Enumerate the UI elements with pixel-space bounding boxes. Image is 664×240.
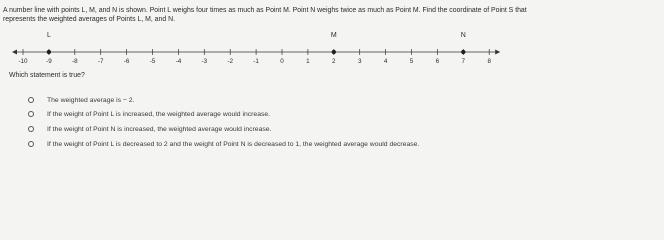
tick-label: 2 <box>332 58 336 65</box>
tick-label: -8 <box>71 58 78 65</box>
radio-button-icon[interactable] <box>28 111 34 117</box>
tick-label: 6 <box>435 58 440 65</box>
tick-label: -9 <box>46 58 52 65</box>
question-text: Which statement is true? <box>9 72 85 79</box>
tick-label: 5 <box>409 58 414 65</box>
tick-label: 4 <box>383 58 388 65</box>
tick-label: -5 <box>149 58 156 65</box>
point-dot <box>332 50 336 54</box>
tick-label: -10 <box>18 58 28 65</box>
number-line-graphic <box>0 25 664 75</box>
prompt-line-2: represents the weighted averages of Points L, M, and N. <box>3 16 175 24</box>
tick-label: -2 <box>227 58 234 65</box>
point-dot <box>461 50 465 54</box>
tick-label: 3 <box>357 58 362 65</box>
problem-prompt <box>3 6 659 25</box>
answer-option-1[interactable] <box>28 94 648 106</box>
radio-button-icon[interactable] <box>28 141 34 147</box>
answer-option-label: If the weight of Point N is increased, the weighted average would increase. <box>47 125 272 133</box>
answer-option-4[interactable] <box>28 138 648 150</box>
answer-option-2[interactable] <box>28 108 648 120</box>
answer-option-3[interactable] <box>28 123 648 135</box>
left-arrow-icon <box>12 50 17 55</box>
answer-option-label: The weighted average is − 2. <box>47 96 135 104</box>
tick-label: -7 <box>97 58 104 65</box>
tick-label: 7 <box>461 58 466 65</box>
tick-label: 0 <box>280 58 284 65</box>
tick-label: -3 <box>201 58 208 65</box>
tick-label: -1 <box>253 58 259 65</box>
number-line <box>0 25 664 75</box>
radio-button-icon[interactable] <box>28 126 34 132</box>
point-label: M <box>330 32 337 39</box>
tick-label: 1 <box>306 58 310 65</box>
answer-option-label: If the weight of Point L is increased, the weighted average would increase. <box>47 110 271 118</box>
tick-label: -6 <box>123 58 130 65</box>
tick-label: 8 <box>487 58 491 65</box>
prompt-line-1: A number line with points L, M, and N is shown. Point L weighs four times as much as Point M. Point N weighs twice as much as Point M. Find the coordinate of Point S that <box>3 7 527 14</box>
answer-option-label: If the weight of Point L is decreased to 2 and the weight of Point N is decreased to 1, the weighted average would decrease. <box>47 140 420 148</box>
point-label: N <box>460 32 466 39</box>
radio-button-icon[interactable] <box>28 97 34 103</box>
point-label: L <box>46 32 51 39</box>
point-dot <box>47 50 51 54</box>
tick-label: -4 <box>175 58 182 65</box>
right-arrow-icon <box>495 50 500 55</box>
